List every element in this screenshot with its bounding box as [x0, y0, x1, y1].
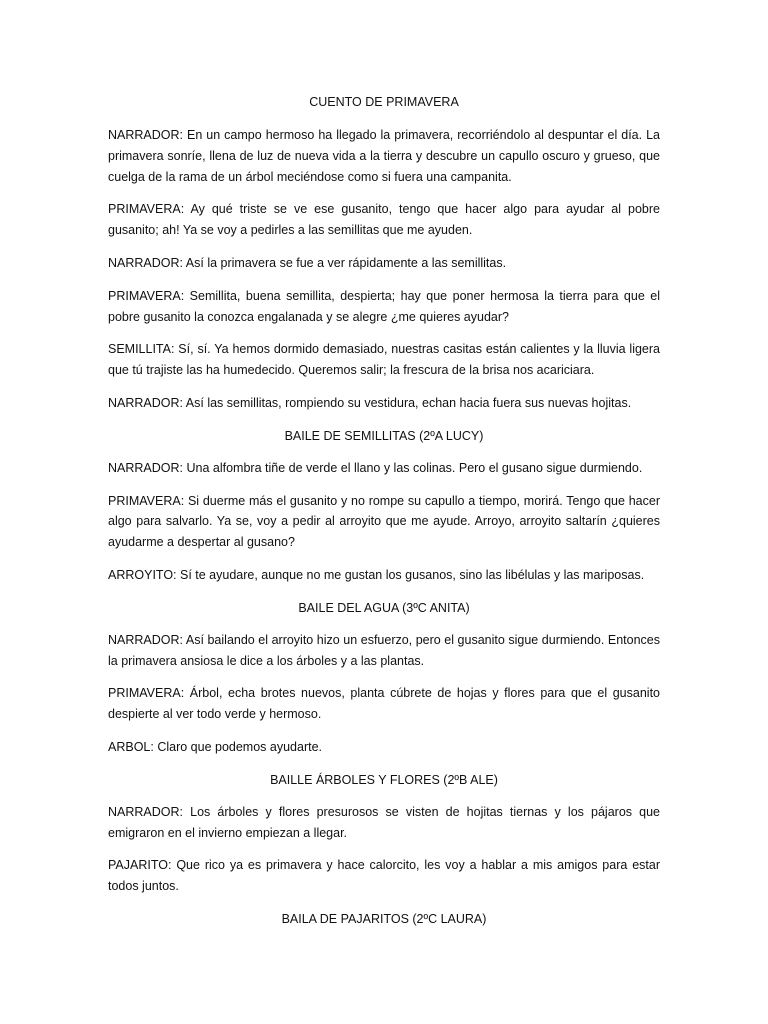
speaker-label: PRIMAVERA: — [108, 202, 185, 217]
speaker-label: ARBOL: — [108, 739, 154, 754]
speaker-label: NARRADOR: — [108, 395, 184, 410]
dialogue-text: Una alfombra tiñe de verde el llano y las colinas. Pero el gusano sigue durmiendo. — [183, 460, 643, 475]
dialogue-text: Que rico ya es primavera y hace calorcito, les voy a hablar a mis amigos para estar todos juntos. — [108, 858, 660, 894]
dance-heading: BAILE DEL AGUA (3ºC ANITA) — [298, 600, 470, 615]
dialogue-text: Así las semillitas, rompiendo su vestidura, echan hacia fuera sus nuevas hojitas. — [183, 395, 632, 410]
dialogue-paragraph — [108, 855, 660, 897]
speaker-label: SEMILLITA: — [108, 342, 175, 357]
dialogue-paragraph — [108, 339, 660, 381]
dialogue-text: Así la primavera se fue a ver rápidamente a las semillitas. — [183, 255, 507, 270]
speaker-label: NARRADOR: — [108, 804, 184, 819]
dialogue-text: Ay qué triste se ve ese gusanito, tengo que hacer algo para ayudar al pobre gusanito; ah! Ya se voy a pedirles a las semillitas que me ayuden. — [108, 202, 660, 238]
dialogue-text: Así bailando el arroyito hizo un esfuerzo, pero el gusanito sigue durmiendo. Entonces la primavera ansiosa le dice a los árboles y a las plantas. — [108, 632, 660, 668]
dance-heading: BAILLE ÁRBOLES Y FLORES (2ºB ALE) — [270, 772, 498, 787]
speaker-label: ARROYITO: — [108, 567, 177, 582]
speaker-label: PRIMAVERA: — [108, 493, 185, 508]
dialogue-text: En un campo hermoso ha llegado la primavera, recorriéndolo al despuntar el día. La primavera sonríe, llena de luz de nueva vida a la tierra y descubre un capullo oscuro y grueso, que cuelga de la rama de un árbol meciéndose como si fuera una campanita. — [108, 128, 660, 184]
dance-heading: BAILA DE PAJARITOS (2ºC LAURA) — [281, 911, 487, 926]
dialogue-paragraph — [108, 802, 660, 844]
dialogue-paragraph — [108, 199, 660, 241]
dialogue-paragraph — [108, 683, 660, 725]
document-title: CUENTO DE PRIMAVERA — [309, 95, 459, 109]
speaker-label: NARRADOR: — [108, 255, 184, 270]
dialogue-text: Los árboles y flores presurosos se visten de hojitas tiernas y los pájaros que emigraron en el invierno empiezan a llegar. — [108, 804, 660, 840]
speaker-label: PRIMAVERA: — [108, 288, 185, 303]
dance-heading: BAILE DE SEMILLITAS (2ºA LUCY) — [284, 428, 484, 443]
dialogue-paragraph — [108, 491, 660, 553]
speaker-label: PRIMAVERA: — [108, 686, 185, 701]
dialogue-text: Sí, sí. Ya hemos dormido demasiado, nuestras casitas están calientes y la lluvia ligera que tú trajiste las ha humedecido. Queremos salir; la frescura de la brisa nos acariciara. — [108, 342, 660, 378]
dialogue-paragraph — [108, 565, 660, 586]
dialogue-paragraph — [108, 286, 660, 328]
dialogue-paragraph — [108, 630, 660, 672]
dialogue-paragraph — [108, 458, 660, 479]
dialogue-text: Sí te ayudare, aunque no me gustan los gusanos, sino las libélulas y las mariposas. — [176, 567, 645, 582]
document-body — [108, 125, 660, 929]
dialogue-text: Claro que podemos ayudarte. — [153, 739, 323, 754]
speaker-label: PAJARITO: — [108, 858, 172, 873]
dialogue-paragraph — [108, 125, 660, 187]
dialogue-paragraph — [108, 737, 660, 758]
speaker-label: NARRADOR: — [108, 632, 184, 647]
speaker-label: NARRADOR: — [108, 128, 184, 142]
dialogue-paragraph — [108, 393, 660, 414]
dialogue-text: Semillita, buena semillita, despierta; hay que poner hermosa la tierra para que el pobre gusanito la conozca engalanada y se alegre ¿me quieres ayudar? — [108, 288, 660, 324]
dialogue-paragraph — [108, 253, 660, 274]
dialogue-text: Árbol, echa brotes nuevos, planta cúbrete de hojas y flores para que el gusanito despierte al ver todo verde y hermoso. — [108, 686, 660, 722]
dialogue-text: Si duerme más el gusanito y no rompe su capullo a tiempo, morirá. Tengo que hacer algo para salvarlo. Ya se, voy a pedir al arroyito que me ayude. Arroyo, arroyito saltarín ¿quieres ayudarme a despertar al gusano? — [108, 493, 660, 550]
speaker-label: NARRADOR: — [108, 460, 184, 475]
